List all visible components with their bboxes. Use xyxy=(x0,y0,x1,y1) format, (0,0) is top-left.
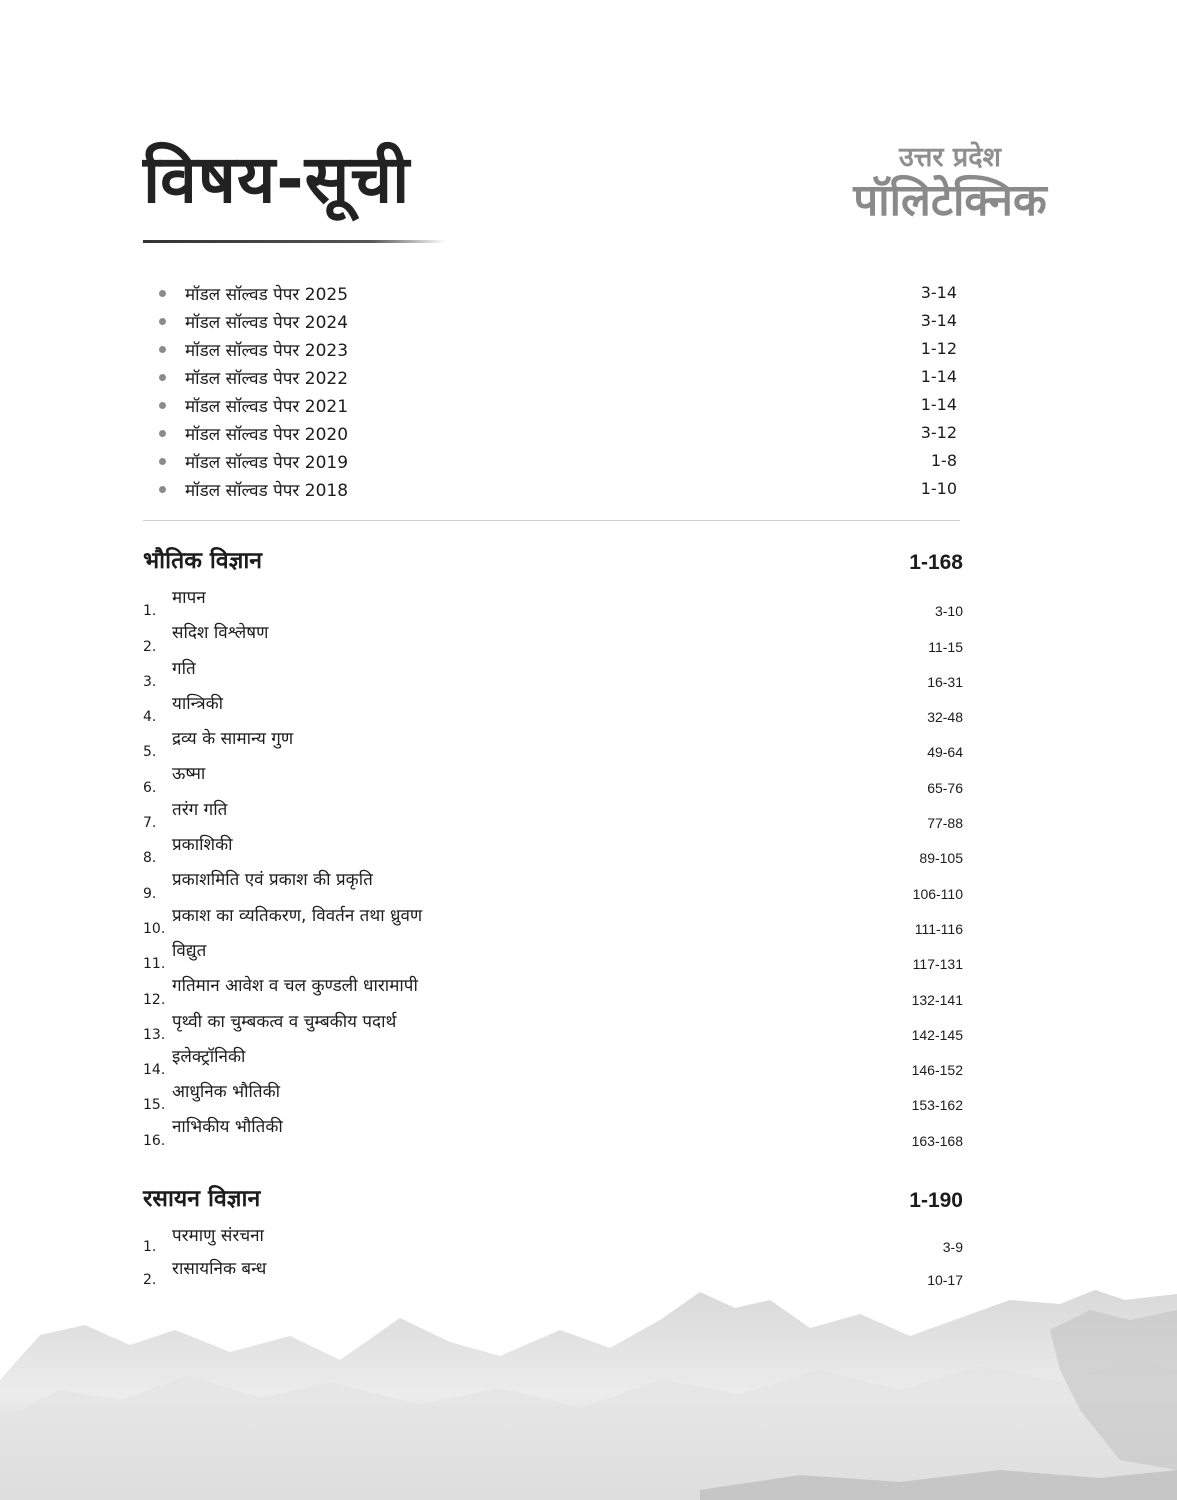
chapter-item[interactable] xyxy=(143,692,963,727)
bullet-icon xyxy=(159,402,166,409)
chapter-title: मापन xyxy=(172,588,206,608)
chapter-number: 14. xyxy=(143,1062,166,1079)
paper-label: मॉडल सॉल्वड पेपर 2025 xyxy=(185,285,349,305)
chapter-number: 9. xyxy=(143,885,157,902)
solved-paper-item[interactable] xyxy=(143,366,960,394)
chapter-pages: 111-116 xyxy=(914,920,963,937)
chapter-item[interactable] xyxy=(143,657,963,692)
paper-pages: 1-12 xyxy=(920,339,957,358)
bullet-icon xyxy=(159,374,166,381)
solved-paper-item[interactable] xyxy=(143,310,960,338)
chapter-number: 10. xyxy=(143,920,166,937)
paper-pages: 1-10 xyxy=(920,479,957,498)
bullet-icon xyxy=(159,346,166,353)
paper-pages: 3-14 xyxy=(920,283,957,302)
page-title: विषय-सूची xyxy=(143,141,411,218)
chapter-item[interactable] xyxy=(143,727,963,762)
chapter-pages: 142-145 xyxy=(911,1026,963,1043)
chapter-pages: 49-64 xyxy=(927,744,963,761)
solved-paper-item[interactable] xyxy=(143,450,960,478)
chapter-pages: 11-15 xyxy=(928,638,963,655)
section-divider xyxy=(143,520,960,521)
bullet-icon xyxy=(159,430,166,437)
paper-pages: 3-12 xyxy=(920,423,957,442)
solved-paper-item[interactable] xyxy=(143,394,960,422)
chapter-number: 2. xyxy=(143,638,157,655)
paper-pages: 3-14 xyxy=(920,311,957,330)
chapter-title: गतिमान आवेश व चल कुण्डली धारामापी xyxy=(172,976,418,997)
paper-label: मॉडल सॉल्वड पेपर 2019 xyxy=(185,453,349,473)
section-header xyxy=(143,546,963,586)
chapter-title: सदिश विश्लेषण xyxy=(172,623,269,644)
chapter-item[interactable] xyxy=(143,1045,963,1080)
chapter-item[interactable] xyxy=(143,939,963,974)
section-page-range: 1-190 xyxy=(909,1189,963,1212)
chapter-item[interactable] xyxy=(143,1224,963,1257)
chapter-item[interactable] xyxy=(143,974,963,1009)
chapter-title: तरंग गति xyxy=(172,799,228,820)
solved-paper-item[interactable] xyxy=(143,422,960,450)
chapter-title: नाभिकीय भौतिकी xyxy=(172,1117,283,1138)
chapter-title: प्रकाश का व्यतिकरण, विवर्तन तथा ध्रुवण xyxy=(172,905,423,926)
chapter-item[interactable] xyxy=(143,762,963,797)
title-underline xyxy=(143,240,446,243)
chapter-pages: 10-17 xyxy=(927,1272,963,1288)
chapter-pages: 163-168 xyxy=(911,1132,963,1149)
chapter-title: प्रकाशमिति एवं प्रकाश की प्रकृति xyxy=(172,870,373,891)
solved-paper-item[interactable] xyxy=(143,478,960,506)
chapter-number: 7. xyxy=(143,815,157,832)
chapter-number: 2. xyxy=(143,1272,157,1288)
chapter-title: ऊष्मा xyxy=(172,764,206,785)
chapter-title: परमाणु संरचना xyxy=(172,1226,264,1246)
bullet-icon xyxy=(159,318,166,325)
chapter-pages: 117-131 xyxy=(912,956,963,973)
chapter-title: गति xyxy=(172,658,196,679)
chapter-number: 6. xyxy=(143,779,157,796)
bullet-icon xyxy=(159,290,166,297)
chapter-number: 12. xyxy=(143,991,166,1008)
paper-pages: 1-8 xyxy=(930,451,957,470)
chapter-pages: 3-9 xyxy=(942,1239,963,1255)
paper-label: मॉडल सॉल्वड पेपर 2021 xyxy=(185,397,349,417)
paper-label: मॉडल सॉल्वड पेपर 2022 xyxy=(185,369,349,389)
chapter-title: इलेक्ट्रॉनिकी xyxy=(172,1046,246,1067)
chapter-title: यान्त्रिकी xyxy=(172,693,224,714)
chapter-number: 5. xyxy=(143,744,157,761)
chapter-number: 1. xyxy=(143,1239,157,1255)
chapter-number: 3. xyxy=(143,673,157,690)
chapter-title: पृथ्वी का चुम्बकत्व व चुम्बकीय पदार्थ xyxy=(172,1011,397,1032)
chapter-title: आधुनिक भौतिकी xyxy=(172,1082,281,1103)
section-header xyxy=(143,1184,963,1224)
bullet-icon xyxy=(159,458,166,465)
brand-title: पॉलिटेक्निक xyxy=(853,175,1047,227)
chapter-pages: 89-105 xyxy=(919,850,963,867)
chapter-number: 11. xyxy=(143,956,166,973)
chapter-title: द्रव्य के सामान्य गुण xyxy=(172,729,294,750)
paper-pages: 1-14 xyxy=(920,367,957,386)
chapter-item[interactable] xyxy=(143,1115,963,1150)
chapter-item[interactable] xyxy=(143,868,963,903)
chapter-item[interactable] xyxy=(143,904,963,939)
paper-label: मॉडल सॉल्वड पेपर 2020 xyxy=(185,425,349,445)
paper-pages: 1-14 xyxy=(920,395,957,414)
paper-label: मॉडल सॉल्वड पेपर 2023 xyxy=(185,341,349,361)
bullet-icon xyxy=(159,486,166,493)
chapter-number: 4. xyxy=(143,709,157,726)
section-title: रसायन विज्ञान xyxy=(143,1186,261,1212)
chapter-pages: 65-76 xyxy=(927,779,963,796)
chapter-pages: 146-152 xyxy=(911,1062,963,1079)
chapter-item[interactable] xyxy=(143,586,963,621)
chapter-pages: 132-141 xyxy=(911,991,963,1008)
chapter-number: 8. xyxy=(143,850,157,867)
mountain-decoration xyxy=(0,1270,1177,1500)
chapter-pages: 77-88 xyxy=(927,815,963,832)
chapter-item[interactable] xyxy=(143,1010,963,1045)
chapter-list xyxy=(143,586,963,1151)
chapter-title: रासायनिक बन्ध xyxy=(172,1259,267,1279)
chapter-title: विद्युत xyxy=(172,940,207,961)
solved-paper-item[interactable] xyxy=(143,338,960,366)
chapter-number: 15. xyxy=(143,1097,166,1114)
chapter-item[interactable] xyxy=(143,621,963,656)
chapter-item[interactable] xyxy=(143,798,963,833)
chapter-title: प्रकाशिकी xyxy=(172,835,233,856)
brand-logo xyxy=(840,142,1060,227)
chapter-item[interactable] xyxy=(143,833,963,868)
chapter-pages: 106-110 xyxy=(912,885,963,902)
solved-paper-item[interactable] xyxy=(143,282,960,310)
chapter-pages: 3-10 xyxy=(934,603,963,620)
chapter-item[interactable] xyxy=(143,1080,963,1115)
solved-papers-list xyxy=(143,282,960,506)
paper-label: मॉडल सॉल्वड पेपर 2018 xyxy=(185,481,349,501)
section-title: भौतिक विज्ञान xyxy=(143,548,263,574)
chapter-number: 13. xyxy=(143,1026,166,1043)
chapter-number: 1. xyxy=(143,603,157,620)
chapter-pages: 153-162 xyxy=(911,1097,963,1114)
chapter-number: 16. xyxy=(143,1132,166,1149)
paper-label: मॉडल सॉल्वड पेपर 2024 xyxy=(185,313,349,333)
section-page-range: 1-168 xyxy=(909,551,963,574)
brand-subtitle: उत्तर प्रदेश xyxy=(899,142,1001,173)
chapter-pages: 32-48 xyxy=(927,709,963,726)
chapter-pages: 16-31 xyxy=(927,673,963,690)
physics-section xyxy=(143,546,963,1151)
